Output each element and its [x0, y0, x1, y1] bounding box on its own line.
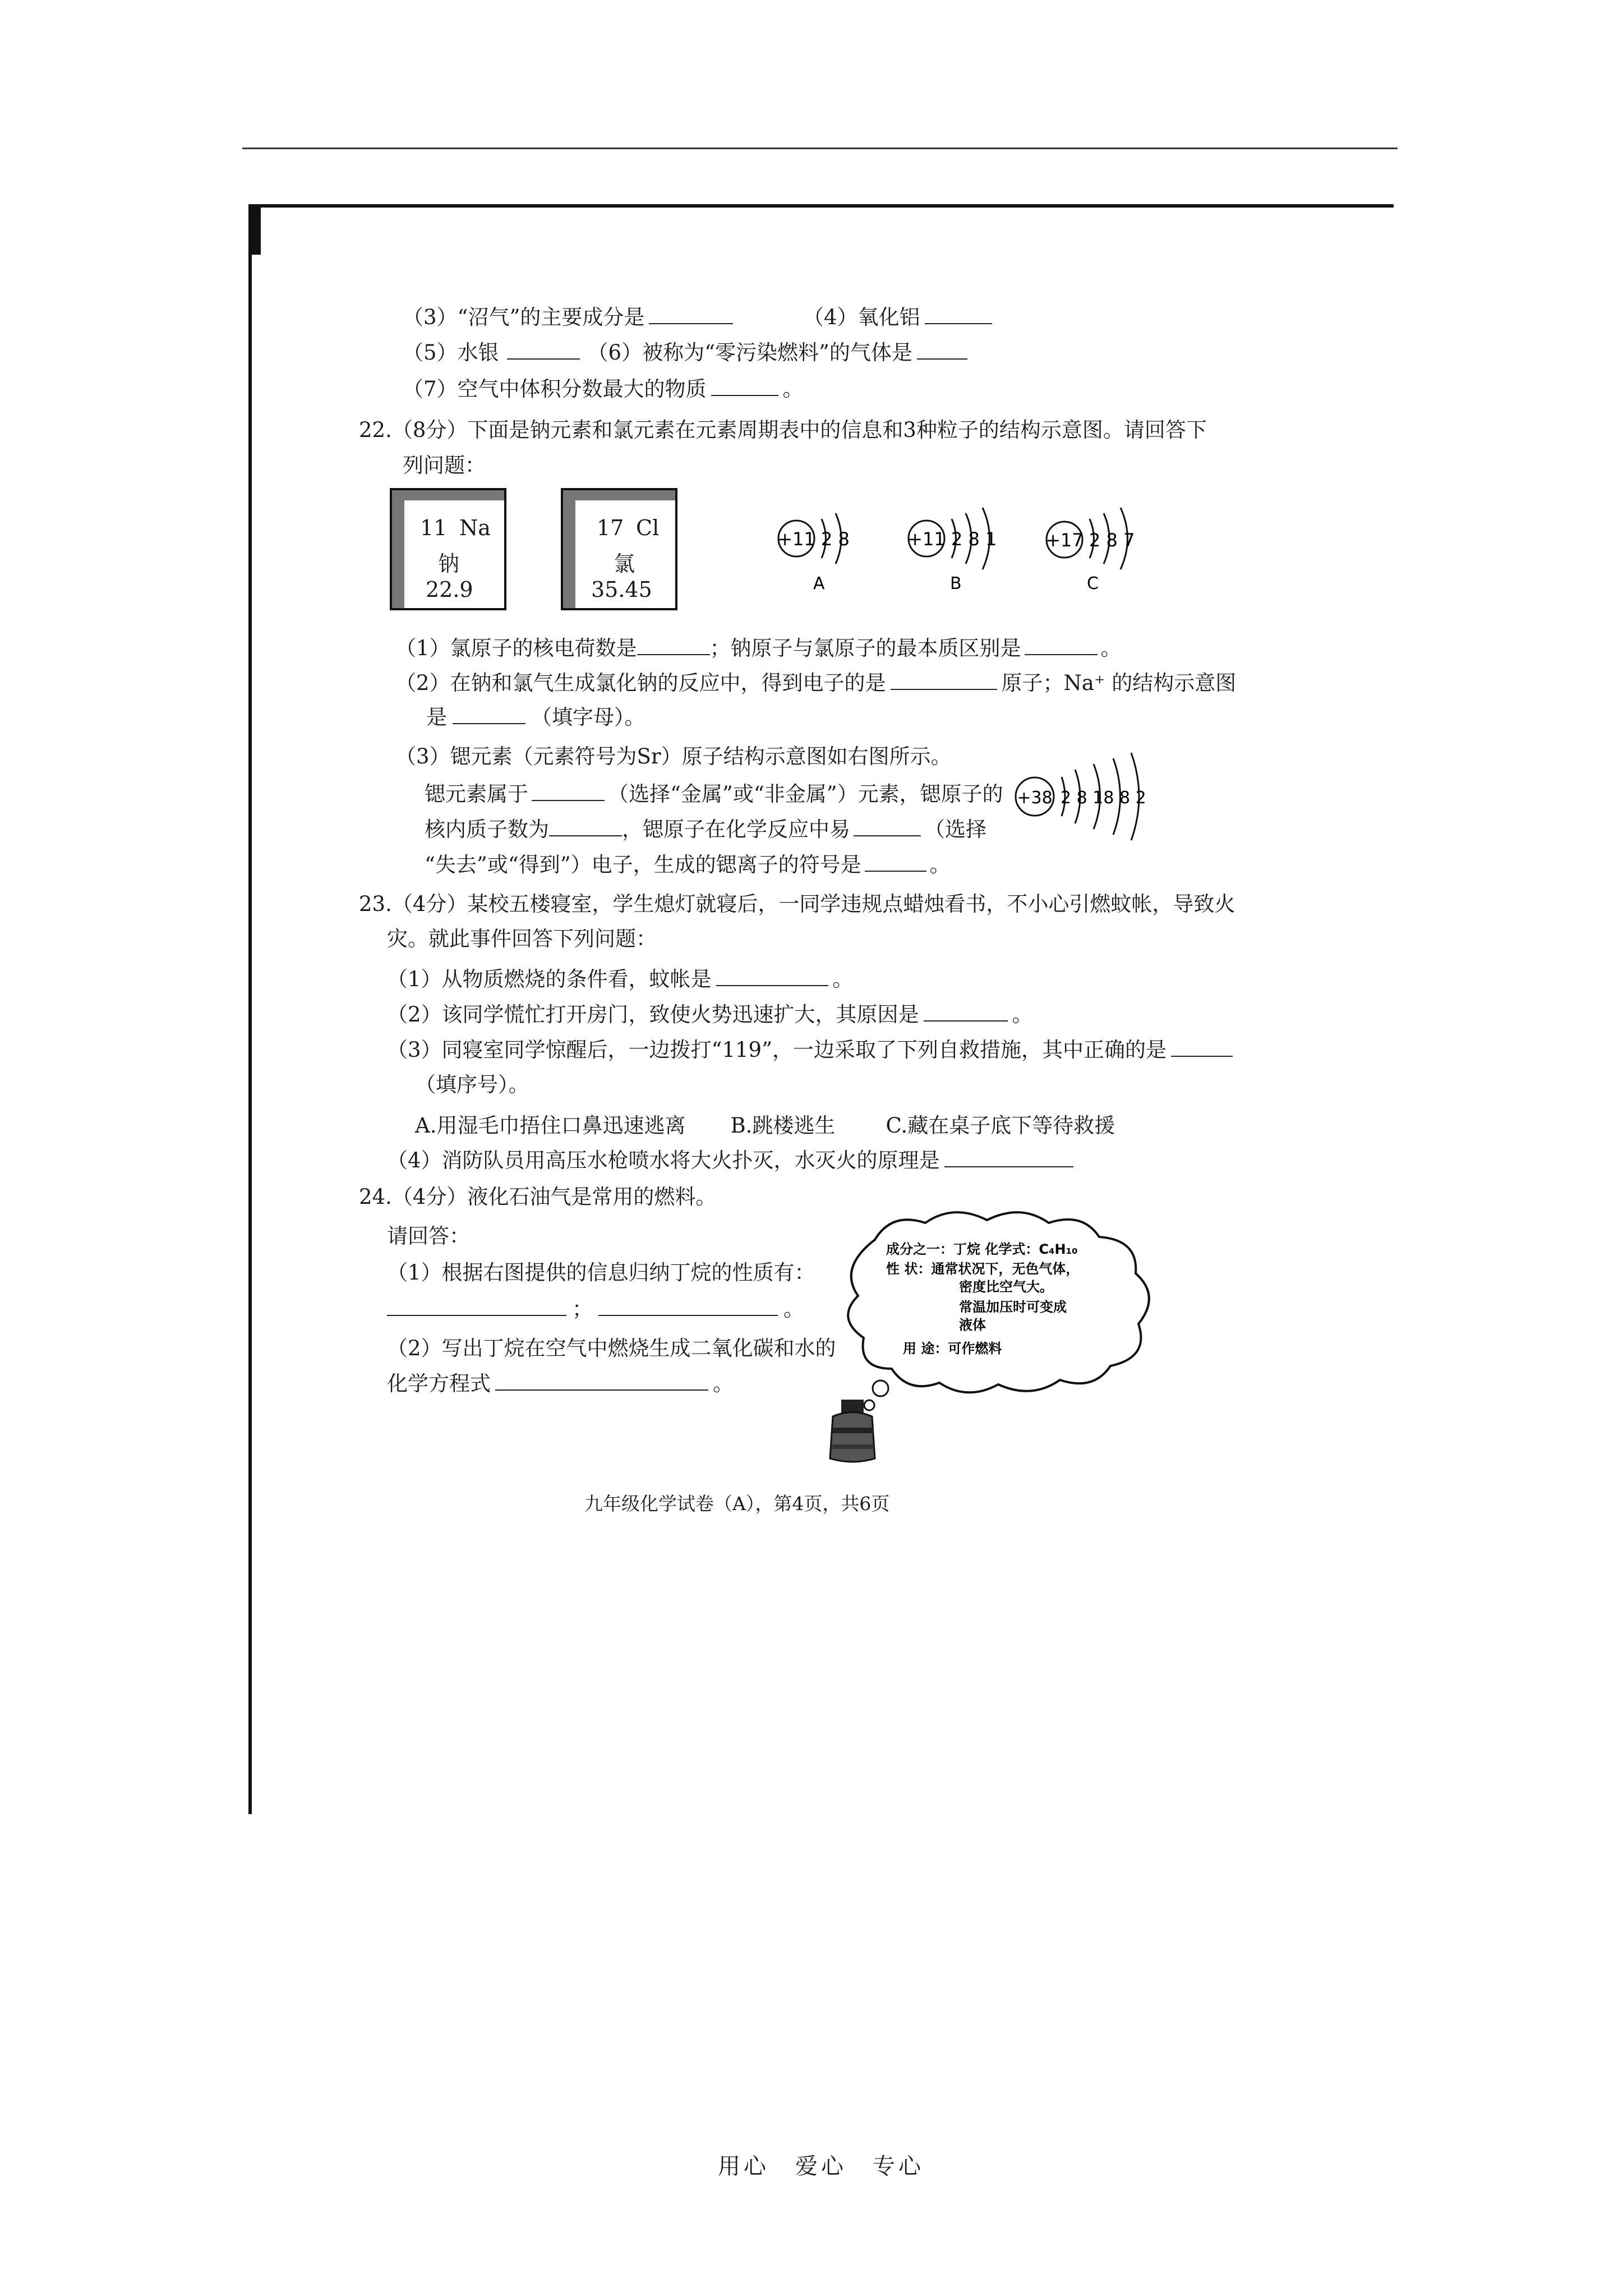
q21-item4-text: （4）氧化铝 [803, 305, 920, 329]
q23-sub1-text: （1）从物质燃烧的条件看，蚊帐是 [387, 967, 712, 991]
q22-sub3-blank-1[interactable] [532, 781, 605, 801]
q23-sub4-blank[interactable] [944, 1147, 1073, 1167]
q22-sub3-blank-3[interactable] [854, 816, 921, 836]
cl-name: 氯 [614, 551, 635, 576]
atom-b-label: B [950, 574, 962, 593]
q23-sub4 [387, 1147, 1073, 1174]
q23-sub3-line2: （填序号）。 [415, 1073, 529, 1097]
q21-item7-end: 。 [782, 377, 804, 401]
footer-slogan: 用心 爱心 专心 [718, 2154, 924, 2179]
q23-sub1-end: 。 [832, 967, 854, 991]
q23-option-c[interactable]: C.藏在桌子底下等待救援 [886, 1114, 1115, 1138]
q22-sub2-cont [426, 704, 645, 731]
q21-item7 [403, 376, 804, 403]
cl-symbol: Cl [636, 516, 660, 540]
q22-sub3-text-2a: 锶元素属于 [425, 782, 528, 806]
atom-b-shells: 2 8 1 [951, 528, 997, 550]
q21-item3 [403, 304, 733, 331]
q21-item4 [803, 304, 992, 331]
q24-sub1-blank-1[interactable] [387, 1296, 566, 1316]
q24-sub2-blank[interactable] [495, 1370, 708, 1391]
q24-sub1-answers [387, 1296, 804, 1323]
q23-options [415, 1112, 1115, 1139]
na-symbol: Na [459, 516, 491, 540]
cloud-line-use: 用 途：可作燃料 [903, 1341, 1002, 1356]
atom-c-nucleus: +17 [1045, 530, 1083, 551]
page-number-caption: 九年级化学试卷（A），第4页，共6页 [584, 1493, 890, 1515]
q23-sub2-text: （2）该同学慌忙打开房门，致使火势迅速扩大，其原因是 [387, 1002, 919, 1027]
scan-border-left [248, 204, 252, 1814]
q24-sub2-end: 。 [713, 1372, 734, 1396]
scan-border-top [250, 204, 1394, 208]
q23-sub2-end: 。 [1012, 1002, 1033, 1027]
q22-sub3-line1: （3）锶元素（元素符号为Sr）原子结构示意图如右图所示。 [395, 744, 952, 769]
cl-mass: 35.45 [591, 577, 652, 602]
atom-a-shells: 2 8 [821, 528, 850, 550]
q24-sub1-blank-2[interactable] [598, 1296, 778, 1316]
q22-sub1-blank-2[interactable] [1025, 635, 1098, 655]
cloud-line-component: 成分之一：丁烷 化学式：C₄H₁₀ [886, 1241, 1078, 1257]
q24-prompt: 请回答： [387, 1224, 470, 1248]
q22-sub2-text-c: 是 [426, 705, 447, 729]
q24-stem: 24.（4分）液化石油气是常用的燃料。 [359, 1185, 717, 1209]
atom-b-nucleus: +11 [907, 528, 946, 550]
q22-sub3-text-3a: 核内质子数为 [425, 817, 549, 841]
sr-nucleus: +38 [1017, 788, 1053, 808]
q23-sub1 [387, 966, 854, 993]
q21-item5-blank[interactable] [507, 339, 580, 360]
q22-sub3-end: 。 [929, 853, 951, 877]
atom-diagram-c [1042, 505, 1171, 595]
q22-sub1 [395, 635, 1122, 662]
q21-item3-text: （3）“沼气”的主要成分是 [403, 305, 645, 329]
atom-a-nucleus: +11 [777, 528, 815, 550]
q22-sub2-blank-2[interactable] [453, 704, 525, 724]
q22-sub3-line2 [425, 781, 1003, 808]
cloud-line-pressure: 常温加压时可变成 [959, 1299, 1067, 1315]
q22-sub2 [395, 670, 1236, 697]
q22-sub3-line4 [425, 852, 951, 878]
q23-sub3-text: （3）同寝室同学惊醒后，一边拨打“119”，一边采取了下列自救措施，其中正确的是 [387, 1038, 1166, 1062]
atom-diagram-b [904, 505, 1033, 595]
q23-sub1-blank[interactable] [716, 966, 828, 986]
q22-sub1-text-a: （1）氯原子的核电荷数是 [395, 636, 637, 660]
q24-sub2-line2 [387, 1370, 734, 1397]
sr-shells: 2 8 18 8 2 [1061, 788, 1146, 808]
q21-item3-blank[interactable] [649, 304, 733, 324]
na-mass: 22.9 [426, 577, 473, 602]
q22-sub3-blank-2[interactable] [549, 816, 622, 836]
atom-c-shells: 2 8 7 [1089, 530, 1135, 551]
cloud-line-properties: 性 状：通常状况下，无色气体， [886, 1261, 1080, 1277]
q21-item7-text: （7）空气中体积分数最大的物质 [403, 377, 707, 401]
q22-sub3-text-2b: （选择“金属”或“非金属”）元素，锶原子的 [608, 782, 1003, 806]
q21-item7-blank[interactable] [711, 376, 778, 396]
q22-sub2-text-b: 原子；Na⁺ 的结构示意图 [1001, 671, 1237, 695]
q21-item6-text: （6）被称为“零污染燃料”的气体是 [587, 341, 912, 365]
q23-stem-line2: 灾。就此事件回答下列问题： [387, 927, 657, 951]
q22-sub2-text-d: （填字母）。 [531, 705, 645, 729]
q22-sub1-text-b: ；钠原子与氯原子的最本质区别是 [709, 636, 1021, 660]
cloud-line-liquid: 液体 [959, 1317, 986, 1333]
atom-diagram-a [774, 505, 886, 595]
scan-border-corner [248, 204, 261, 255]
cloud-line-density: 密度比空气大。 [959, 1279, 1053, 1295]
q22-sub3-text-3b: ，锶原子在化学反应中易 [622, 817, 850, 841]
header-rule [242, 148, 1398, 149]
q22-sub3-text-3c: （选择 [924, 817, 986, 841]
q23-sub2 [387, 1001, 1033, 1028]
na-name: 钠 [438, 551, 460, 576]
butane-info-cloud-illustration [824, 1206, 1172, 1464]
q24-sub1-end: 。 [783, 1297, 804, 1321]
q22-stem-line1: 22.（8分）下面是钠元素和氯元素在元素周期表中的信息和3种粒子的结构示意图。请回答下 [359, 418, 1207, 442]
q21-item4-blank[interactable] [925, 304, 992, 324]
q22-sub2-text-a: （2）在钠和氯气生成氯化钠的反应中，得到电子的是 [395, 671, 886, 695]
q23-option-a[interactable]: A.用湿毛巾捂住口鼻迅速逃离 [415, 1114, 686, 1138]
q23-option-b[interactable]: B.跳楼逃生 [730, 1114, 836, 1138]
cl-atomic-number: 17 [597, 516, 624, 540]
q21-item6-blank[interactable] [917, 339, 967, 360]
q23-sub2-blank[interactable] [924, 1001, 1008, 1022]
q22-sub1-blank-1[interactable] [637, 635, 710, 655]
sr-atom-diagram [1012, 752, 1181, 858]
na-periodic-tile [390, 488, 506, 610]
q22-sub1-end: 。 [1100, 636, 1122, 660]
na-atomic-number: 11 [420, 516, 448, 540]
q22-sub3-blank-4[interactable] [865, 852, 926, 872]
atom-a-label: A [813, 574, 825, 593]
q22-sub2-blank-1[interactable] [891, 670, 997, 690]
q22-sub3-line3 [425, 816, 986, 843]
q22-sub3-text-4a: “失去”或“得到”）电子，生成的锶离子的符号是 [425, 853, 861, 877]
q23-sub3-blank[interactable] [1171, 1037, 1233, 1057]
q21-item5 [403, 339, 967, 366]
q23-sub4-text: （4）消防队员用高压水枪喷水将大火扑灭，水灭火的原理是 [387, 1148, 940, 1172]
q24-sub2-text: 化学方程式 [387, 1372, 491, 1396]
q24-sub2-line1: （2）写出丁烷在空气中燃烧生成二氧化碳和水的 [387, 1336, 836, 1360]
q24-sub1-sep: ； [572, 1297, 593, 1321]
q21-item5-text: （5）水银 [403, 341, 499, 365]
cl-periodic-tile [561, 488, 677, 610]
q24-sub1: （1）根据右图提供的信息归纳丁烷的性质有： [387, 1260, 815, 1285]
q23-stem-line1: 23.（4分）某校五楼寝室，学生熄灯就寝后，一同学违规点蜡烛看书，不小心引燃蚊帐，导致火 [359, 892, 1235, 916]
atom-c-label: C [1087, 574, 1099, 593]
q23-sub3 [387, 1037, 1233, 1064]
q22-stem-line2: 列问题： [403, 453, 486, 477]
